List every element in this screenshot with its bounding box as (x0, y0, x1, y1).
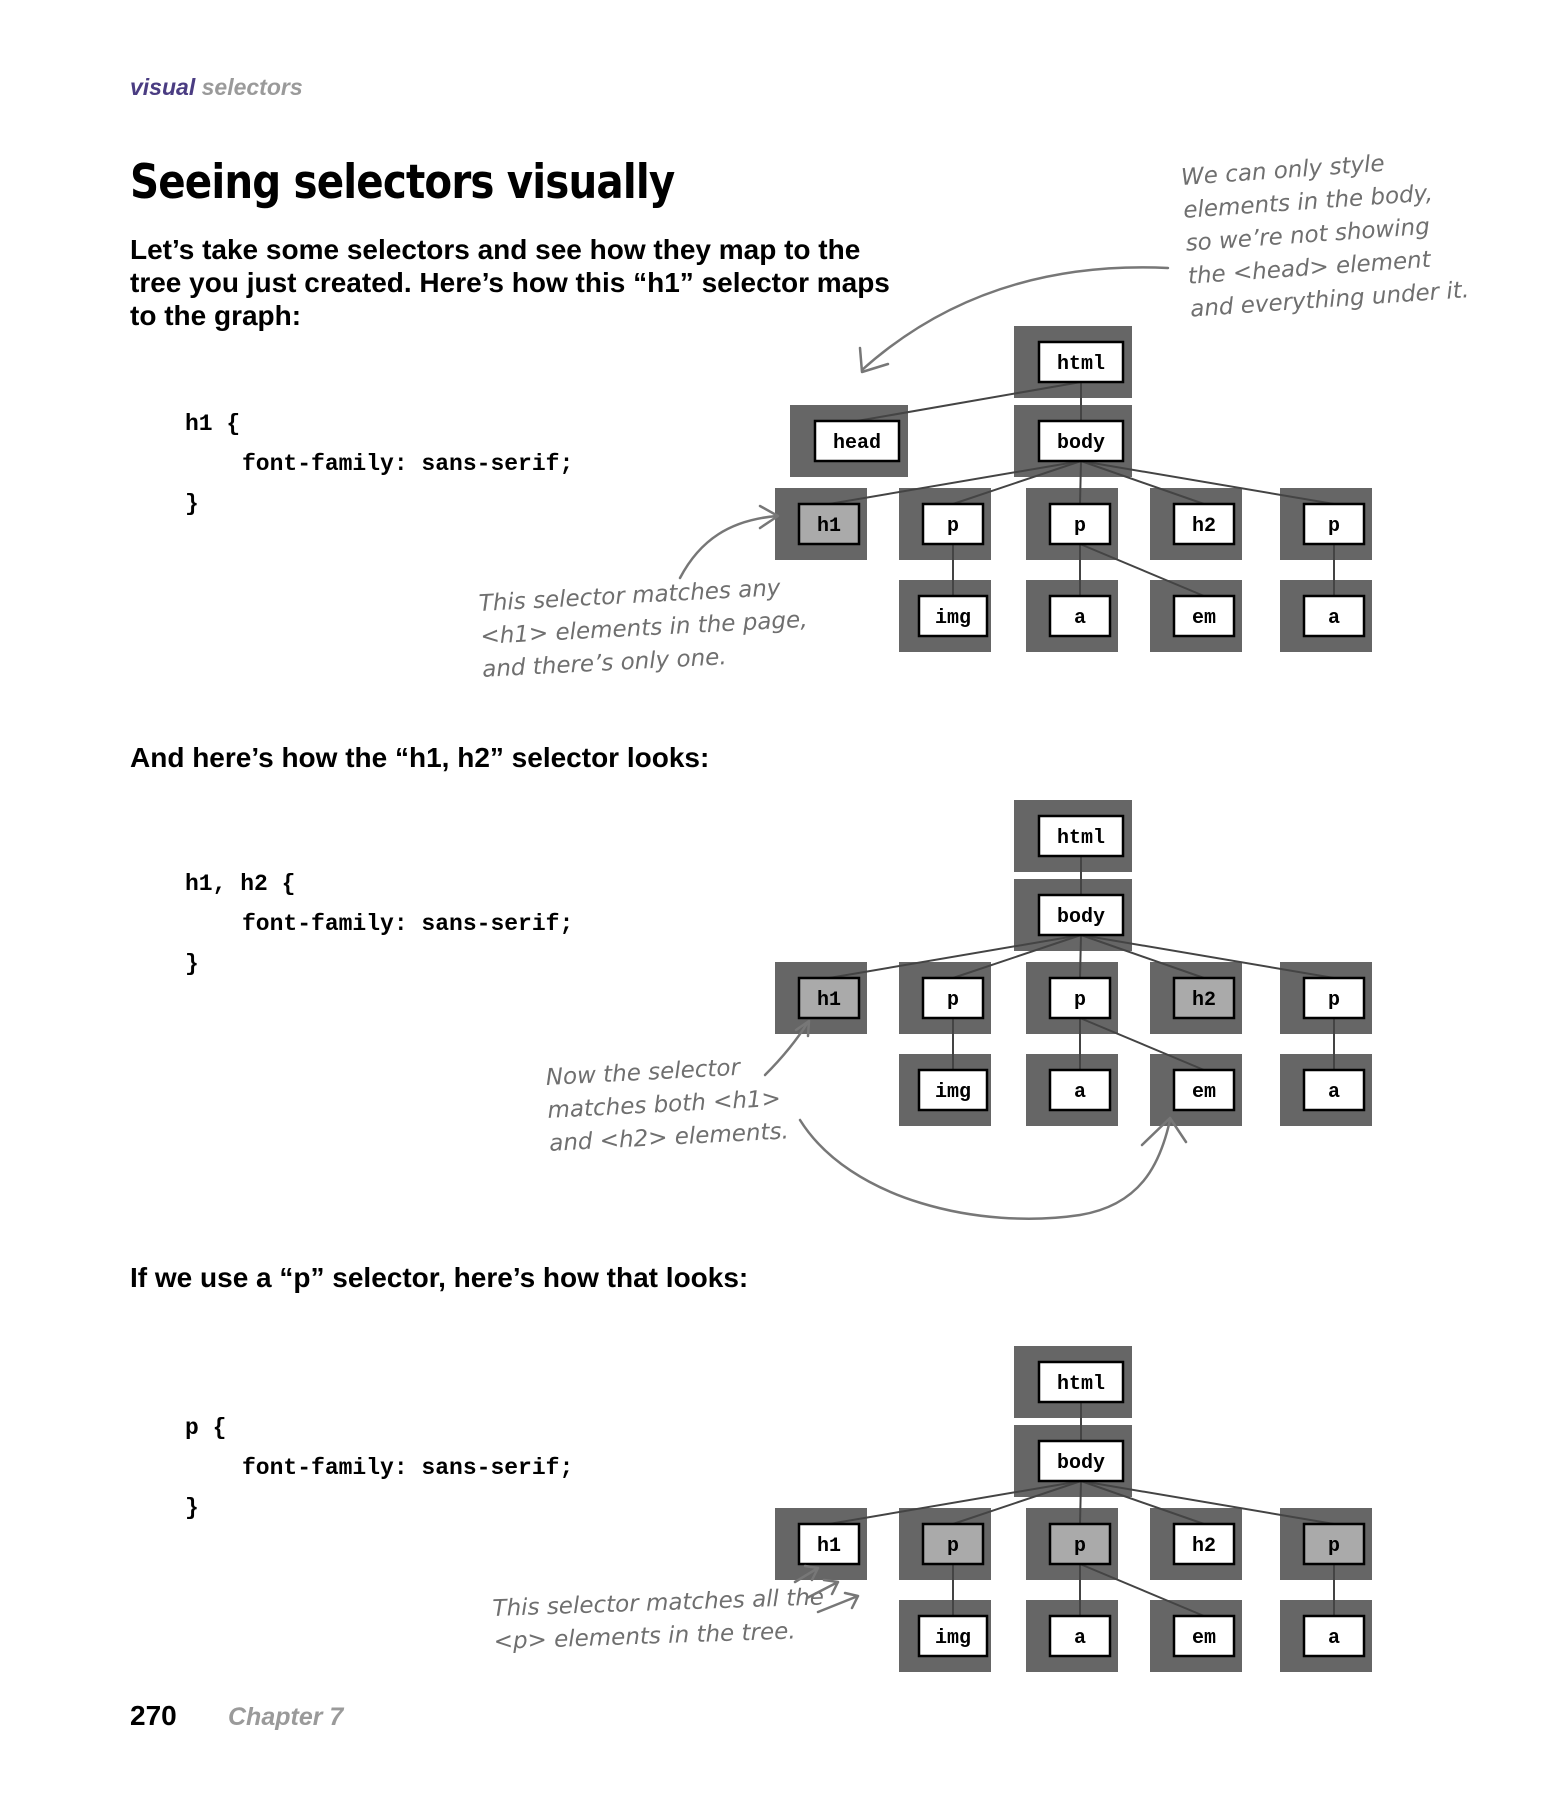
node-h1-label: h1 (816, 515, 842, 538)
node-a1-label: a (1073, 607, 1087, 630)
note-p-match: This selector matches all the <p> elements in the tree. (492, 1584, 825, 1655)
running-head-section: visual (130, 74, 196, 100)
node-a1-label: a (1073, 1081, 1087, 1104)
code-declaration: font-family: sans-serif; (242, 911, 574, 937)
node-h2-label: h2 (1191, 989, 1217, 1012)
node-body-label: body (1056, 906, 1106, 929)
node-p2-label: p (1073, 515, 1087, 538)
node-a2-label: a (1327, 1081, 1341, 1104)
node-em-label: em (1191, 1081, 1217, 1104)
node-p3-label: p (1327, 1535, 1341, 1558)
node-html-label: html (1056, 353, 1106, 376)
node-h1-label: h1 (816, 989, 842, 1012)
node-em-label: em (1191, 1627, 1217, 1650)
section-heading-p: If we use a “p” selector, here’s how that looks: (130, 1262, 749, 1293)
code-selector-line: h1 { (185, 411, 241, 437)
note-h1-match: This selector matches any <h1> elements in the page, and there’s only one. (478, 575, 809, 683)
code-selector-line: h1, h2 { (185, 871, 296, 897)
node-p3-label: p (1327, 989, 1341, 1012)
node-a2-label: a (1327, 1627, 1341, 1650)
node-p2-label: p (1073, 1535, 1087, 1558)
node-h2-label: h2 (1191, 1535, 1217, 1558)
code-closing-line: } (185, 1495, 199, 1521)
node-p3-label: p (1327, 515, 1341, 538)
code-declaration: font-family: sans-serif; (242, 1455, 574, 1481)
running-head-topic: selectors (201, 74, 303, 100)
node-body-label: body (1056, 432, 1106, 455)
arrow-p-3 (818, 1593, 858, 1612)
node-a1-label: a (1073, 1627, 1087, 1650)
node-p1-label: p (946, 1535, 960, 1558)
section-heading-h1-h2: And here’s how the “h1, h2” selector looks: (130, 742, 710, 773)
edge-body-p2 (1080, 461, 1081, 504)
arrow-to-h2-curve (800, 1120, 1170, 1219)
dom-tree-2 (775, 800, 1372, 1126)
node-em-label: em (1191, 607, 1217, 630)
note-head-excluded: We can only style elements in the body, so we’re not showing the <head> element and everything under it. (1180, 150, 1470, 323)
node-h1-label: h1 (816, 1535, 842, 1558)
node-p1-label: p (946, 515, 960, 538)
code-closing-line: } (185, 491, 199, 517)
node-html-label: html (1056, 827, 1106, 850)
node-img-label: img (934, 607, 972, 630)
intro-paragraph: Let’s take some selectors and see how they map to the tree you just created. Here’s how this “h1” selector maps to the graph: (130, 234, 890, 331)
dom-tree-1 (775, 326, 1372, 652)
edge-body-p2 (1080, 935, 1081, 978)
dom-tree-3 (775, 1346, 1372, 1672)
code-closing-line: } (185, 951, 199, 977)
edge-body-p2 (1080, 1481, 1081, 1524)
page-title: Seeing selectors visually (130, 155, 675, 210)
node-p1-label: p (946, 989, 960, 1012)
node-html-label: html (1056, 1373, 1106, 1396)
code-selector-line: p { (185, 1415, 227, 1441)
node-body-label: body (1056, 1452, 1106, 1475)
node-a2-label: a (1327, 607, 1341, 630)
node-p2-label: p (1073, 989, 1087, 1012)
code-declaration: font-family: sans-serif; (242, 451, 574, 477)
node-head-label: head (832, 432, 882, 455)
arrow-p-2 (807, 1580, 838, 1598)
note-h1-h2-match: Now the selector matches both <h1> and <h2> elements. (545, 1054, 790, 1157)
node-img-label: img (934, 1627, 972, 1650)
page-number: 270 (130, 1700, 177, 1731)
node-img-label: img (934, 1081, 972, 1104)
node-h2-label: h2 (1191, 515, 1217, 538)
chapter-label: Chapter 7 (228, 1703, 344, 1731)
